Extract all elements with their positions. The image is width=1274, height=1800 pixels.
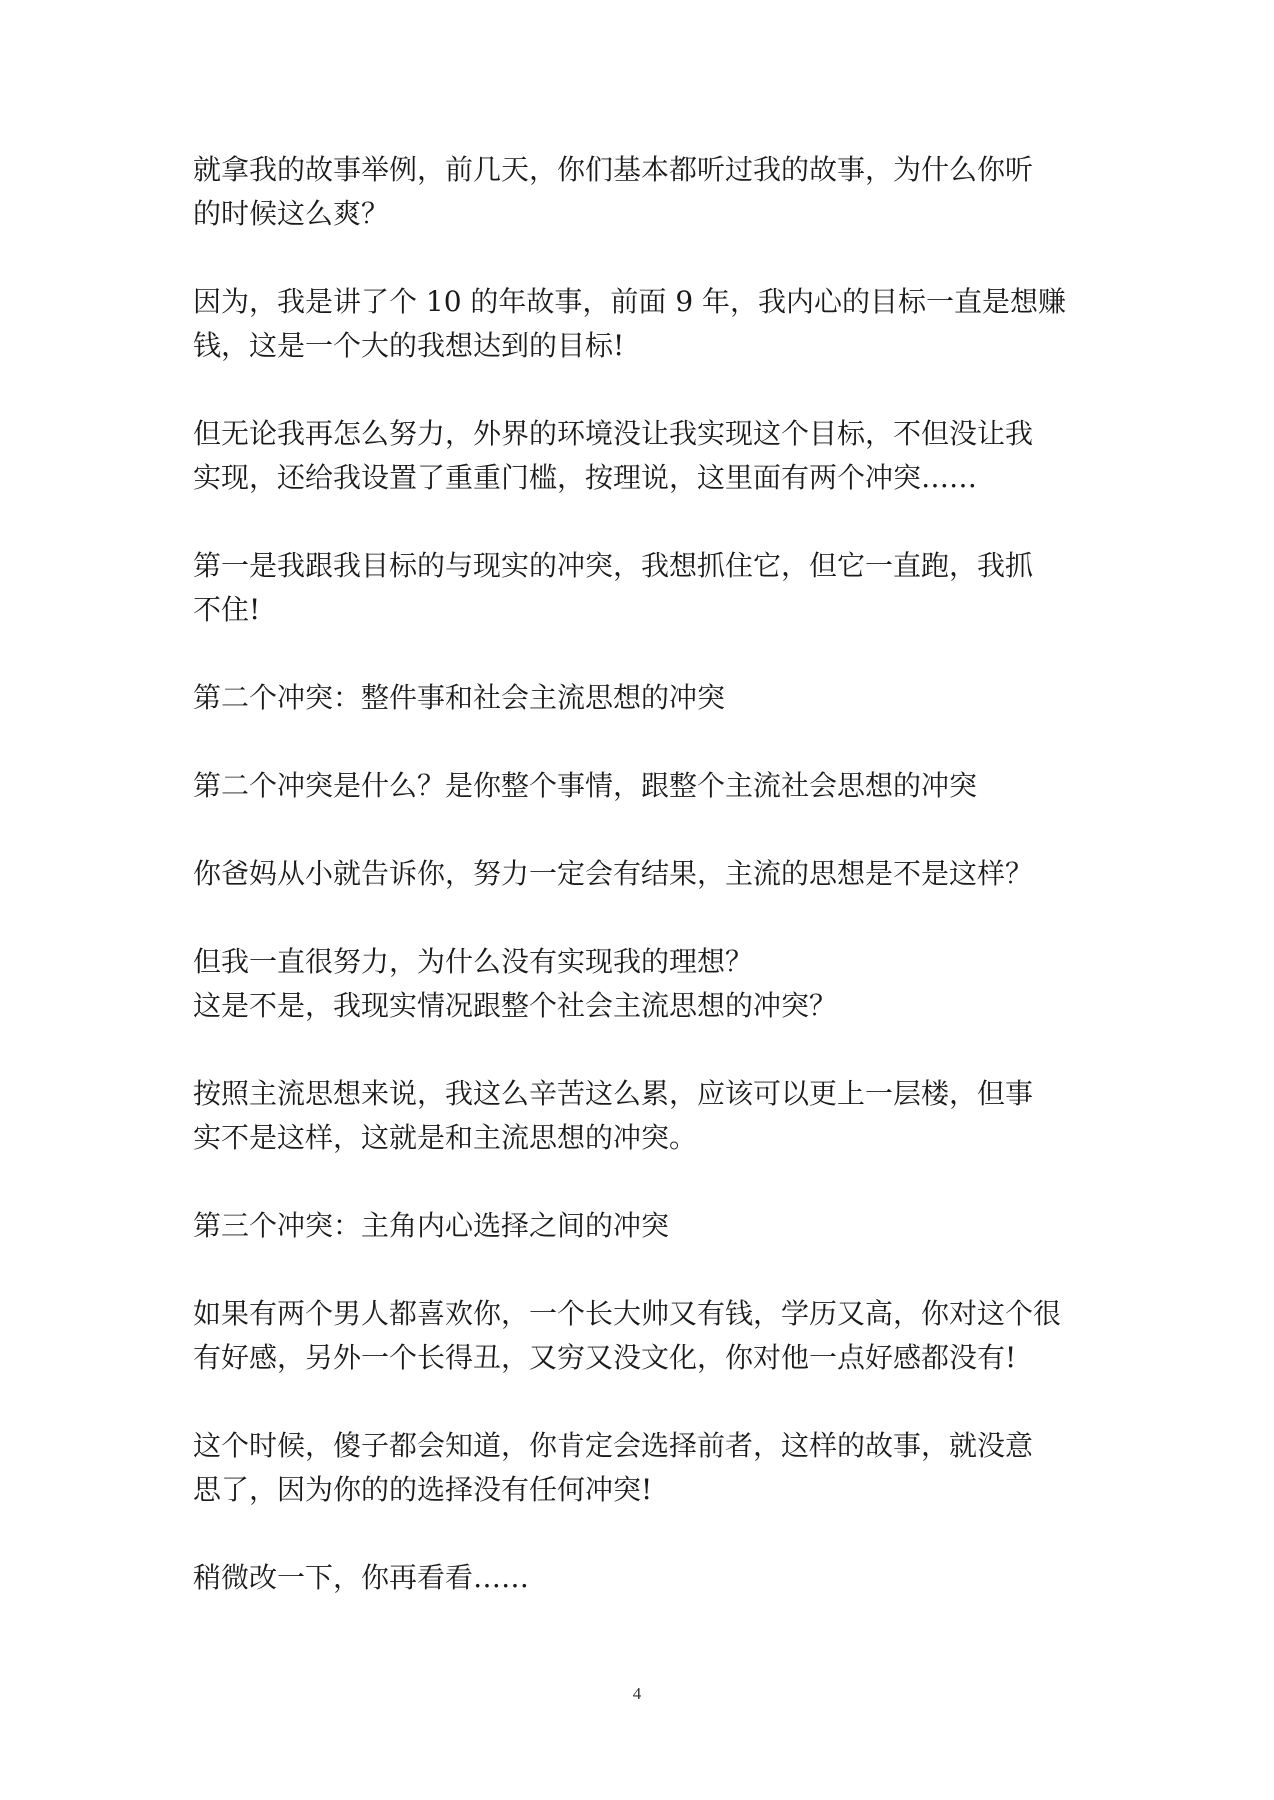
paragraph-8-line-2: 这是不是，我现实情况跟整个社会主流思想的冲突？ <box>193 989 838 1022</box>
paragraph-7 <box>193 852 1098 896</box>
paragraph-2-line-2: 钱，这是一个大的我想达到的目标! <box>193 329 625 362</box>
paragraph-11-line-2: 有好感，另外一个长得丑，又穷又没文化，你对他一点好感都没有! <box>193 1341 1017 1374</box>
paragraph-7-line-1: 你爸妈从小就告诉你，努力一定会有结果，主流的思想是不是这样？ <box>193 857 1034 890</box>
paragraph-13 <box>193 1556 1098 1600</box>
paragraph-9-line-1: 按照主流思想来说，我这么辛苦这么累，应该可以更上一层楼，但事 <box>193 1077 1034 1110</box>
paragraph-12 <box>193 1424 1098 1512</box>
paragraph-2-line-1: 因为，我是讲了个 10 的年故事，前面 9 年，我内心的目标一直是想赚 <box>193 285 1067 318</box>
paragraph-6 <box>193 764 1098 808</box>
paragraph-1-line-1: 就拿我的故事举例，前几天，你们基本都听过我的故事，为什么你听 <box>193 153 1034 186</box>
paragraph-9 <box>193 1072 1098 1160</box>
paragraph-8-line-1: 但我一直很努力，为什么没有实现我的理想？ <box>193 945 754 978</box>
paragraph-8 <box>193 940 1098 1028</box>
paragraph-10 <box>193 1204 1098 1248</box>
paragraph-11-line-1: 如果有两个男人都喜欢你，一个长大帅又有钱，学历又高，你对这个很 <box>193 1297 1062 1330</box>
paragraph-13-line-1: 稍微改一下，你再看看…… <box>193 1561 530 1594</box>
paragraph-12-line-2: 思了，因为你的的选择没有任何冲突! <box>193 1473 653 1506</box>
paragraph-1 <box>193 148 1098 236</box>
paragraph-10-line-1: 第三个冲突：主角内心选择之间的冲突 <box>193 1209 670 1242</box>
paragraph-4-line-2: 不住! <box>193 593 261 626</box>
paragraph-4 <box>193 544 1098 632</box>
paragraph-12-line-1: 这个时候，傻子都会知道，你肯定会选择前者，这样的故事，就没意 <box>193 1429 1034 1462</box>
paragraph-5-line-1: 第二个冲突：整件事和社会主流思想的冲突 <box>193 681 726 714</box>
paragraph-3-line-2: 实现，还给我设置了重重门槛，按理说，这里面有两个冲突…… <box>193 461 978 494</box>
paragraph-1-line-2: 的时候这么爽？ <box>193 197 390 230</box>
page-number: 4 <box>632 1684 642 1703</box>
paragraph-3-line-1: 但无论我再怎么努力，外界的环境没让我实现这个目标，不但没让我 <box>193 417 1034 450</box>
paragraph-9-line-2: 实不是这样，这就是和主流思想的冲突。 <box>193 1121 698 1154</box>
paragraph-2 <box>193 280 1098 368</box>
paragraph-11 <box>193 1292 1098 1380</box>
paragraph-5 <box>193 676 1098 720</box>
paragraph-3 <box>193 412 1098 500</box>
document-body <box>193 148 1098 1644</box>
paragraph-4-line-1: 第一是我跟我目标的与现实的冲突，我想抓住它，但它一直跑，我抓 <box>193 549 1034 582</box>
paragraph-6-line-1: 第二个冲突是什么？是你整个事情，跟整个主流社会思想的冲突 <box>193 769 978 802</box>
